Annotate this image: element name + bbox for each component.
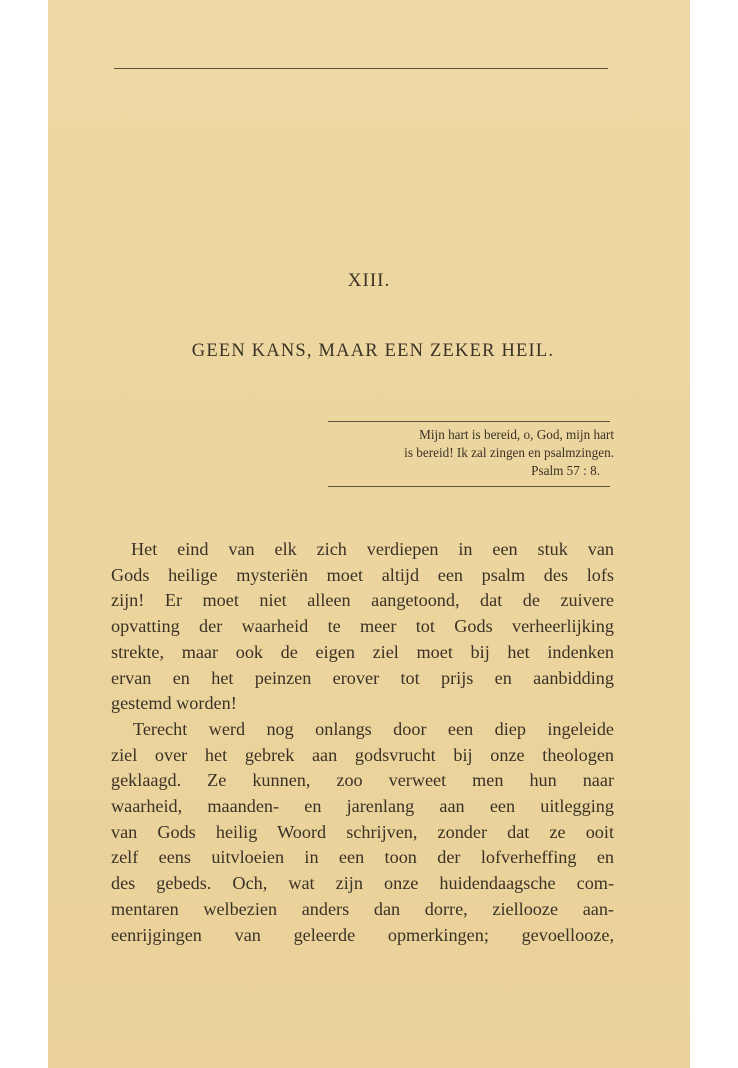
text-line: des gebeds. Och, wat zijn onze huidendaagsche com-: [111, 873, 614, 894]
text-line: zelf eens uitvloeien in een toon der lofverheffing en: [111, 847, 614, 868]
paragraph-1: [111, 537, 614, 717]
text-line: zijn! Er moet niet alleen aangetoond, dat de zuivere: [111, 590, 614, 611]
text-line: geklaagd. Ze kunnen, zoo verweet men hun naar: [111, 770, 614, 791]
text-line: opvatting der waarheid te meer tot Gods verheerlijking: [111, 616, 614, 637]
text-line: Het eind van elk zich verdiepen in een stuk van: [131, 539, 614, 559]
body-text: [111, 537, 614, 948]
text-line: Gods heilige mysteriën moet altijd een psalm des lofs: [111, 564, 614, 585]
paragraph-2: [111, 717, 614, 948]
header-rule: [114, 68, 608, 69]
book-page: [48, 0, 690, 1068]
text-line: ervan en het peinzen erover tot prijs en aanbidding: [111, 667, 614, 688]
epigraph-reference: Psalm 57 : 8.: [531, 463, 600, 478]
text-line: eenrijgingen van geleerde opmerkingen; gevoellooze,: [111, 924, 614, 945]
chapter-title: GEEN KANS, MAAR EEN ZEKER HEIL.: [191, 341, 555, 361]
epigraph: [298, 420, 614, 480]
epigraph-line: Mijn hart is bereid, o, God, mijn hart: [419, 427, 614, 442]
text-line: strekte, maar ook de eigen ziel moet bij het indenken: [111, 641, 614, 662]
text-line: van Gods heilig Woord schrijven, zonder dat ze ooit: [111, 821, 614, 842]
text-line: mentaren welbezien anders dan dorre, ziellooze aan-: [111, 898, 614, 919]
chapter-number: XIII.: [347, 270, 391, 291]
epigraph-line: is bereid! Ik zal zingen en psalmzingen.: [404, 445, 614, 460]
text-line: ziel over het gebrek aan godsvrucht bij onze theologen: [111, 744, 614, 765]
text-line: waarheid, maanden- en jarenlang aan een uitlegging: [111, 796, 614, 817]
text-line: gestemd worden!: [111, 693, 237, 714]
epigraph-rule-bottom: [328, 486, 610, 487]
text-line: Terecht werd nog onlangs door een diep ingeleide: [133, 718, 614, 739]
